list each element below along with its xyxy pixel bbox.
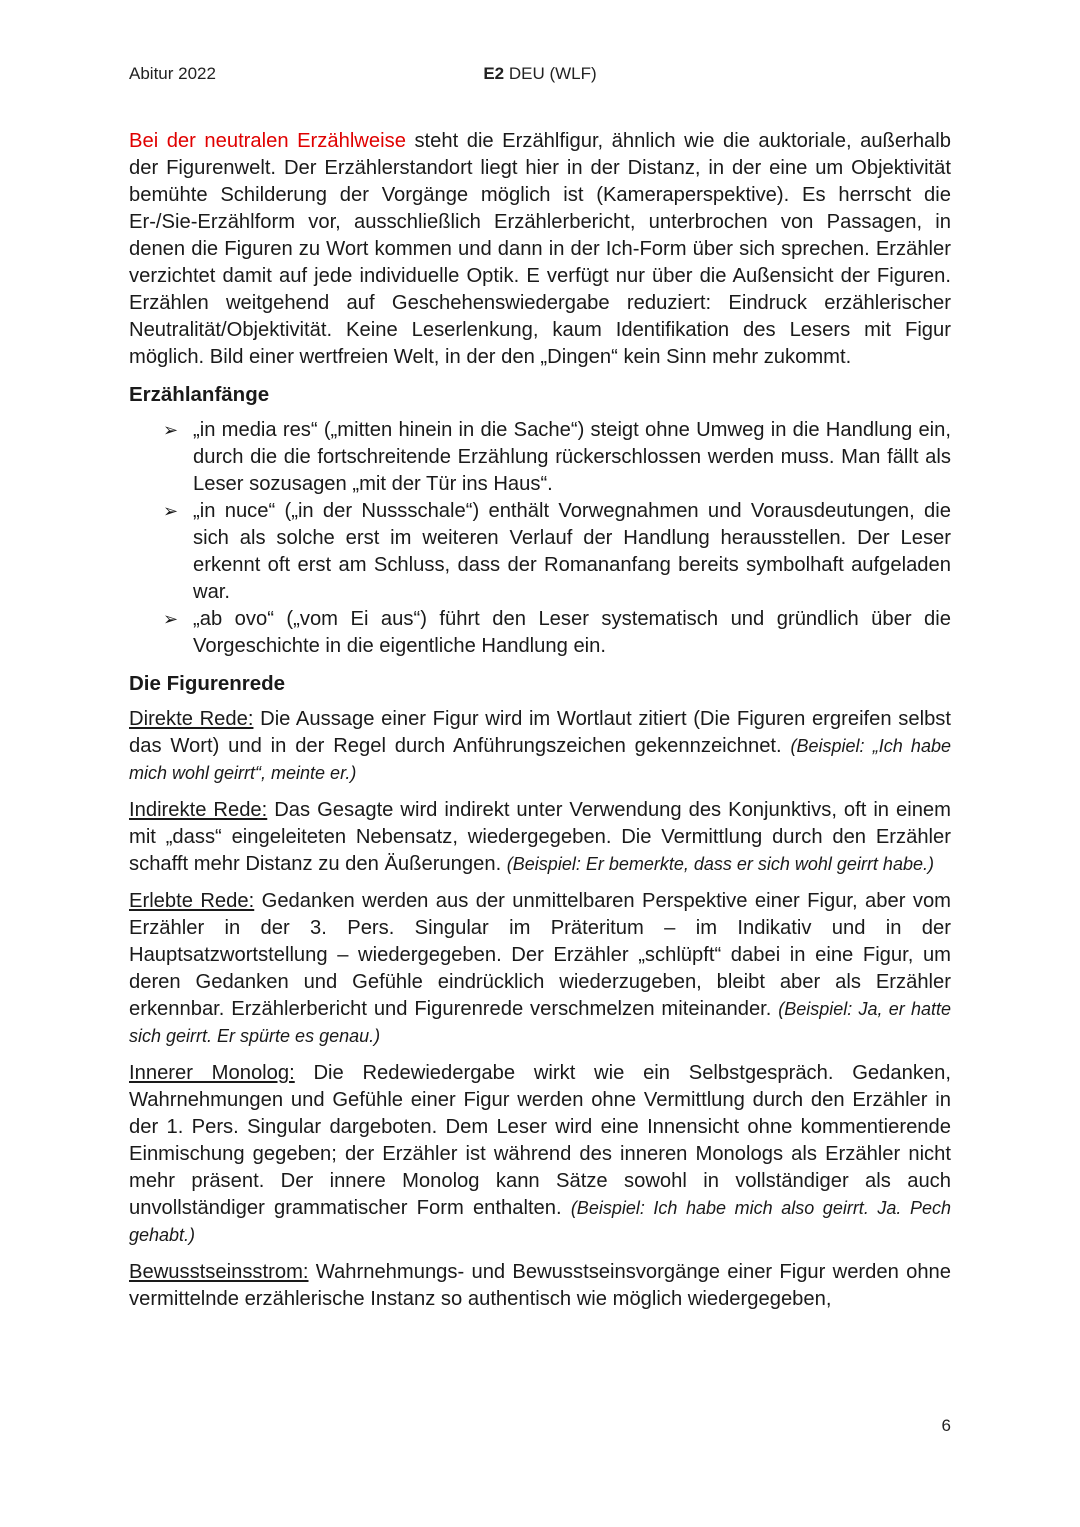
intro-paragraph [129,128,951,371]
block-text: Das Gesagte wird indirekt unter Verwendung des Konjunktivs, oft in einem mit „dass“ eingeleiteten Nebensatz, wiedergegeben. Die Vermittlung durch den Erzähler schafft mehr Distanz zu den Äußerungen. [129,799,951,875]
block-text: Gedanken werden aus der unmittelbaren Perspektive einer Figur, aber vom Erzähler in der 3. Pers. Singular im Präteritum – im Indikativ und in der Hauptsatzwortstellung – wiedergegeben. Der Erzähler „schlüpft“ dabei in eine Figur, um deren Gedanken und Gefühle eindrücklich wiederzugeben, bleibt aber als Erzähler erkennbar. Erzählerbericht und Figurenrede verschmelzen miteinander. [129,890,951,1020]
list-item-text: „ab ovo“ („vom Ei aus“) führt den Leser systematisch und gründlich über die Vorgeschichte in die eigentliche Handlung ein. [193,608,951,657]
block-example: (Beispiel: Ja, er hatte sich geirrt. Er spürte es genau.) [129,999,952,1046]
list-item [163,606,951,660]
block-example: (Beispiel: Er bemerkte, dass er sich wohl geirrt habe.) [506,854,934,874]
header-course-rest: DEU (WLF) [504,64,597,83]
page-content [129,128,951,1313]
page-number: 6 [941,1416,951,1435]
list-item [163,498,951,606]
block-text: Wahrnehmungs- und Bewusstseinsvorgänge einer Figur werden ohne vermittelnde erzählerische Instanz so authentisch wie möglich wiedergegeben, [129,1261,951,1310]
arrowhead-icon: ➢ [163,420,179,440]
list-item-text: „in nuce“ („in der Nussschale“) enthält Vorwegnahmen und Vorausdeutungen, die sich als solche erst im weiteren Verlauf der Handlung herausstellen. Der Leser erkennt oft erst am Schluss, dass der Romananfang bereits symbolhaft aufgeladen war. [193,500,951,603]
list-item-text: „in media res“ („mitten hinein in die Sache“) steigt ohne Umweg in die Handlung ein, durch die die fortschreitende Erzählung rückerschlossen werden muss. Man fällt als Leser sozusagen „mit der Tür ins Haus“. [193,419,951,495]
intro-highlight: Bei der neutralen Erzählweise [129,130,406,152]
block-example: (Beispiel: „Ich habe mich wohl geirrt“, meinte er.) [129,736,951,783]
list-item [163,417,951,498]
figurenrede-block-bewusstseinsstrom [129,1259,951,1313]
block-term: Bewusstseinsstrom: [129,1261,309,1283]
section-heading-erzaehlanfaenge: Erzählanfänge [129,383,270,406]
block-text: Die Redewiedergabe wirkt wie ein Selbstgespräch. Gedanken, Wahrnehmungen und Gefühle einer Figur werden ohne Vermittlung durch den Erzähler in der 1. Pers. Singular dargeboten. Dem Leser wird eine Innensicht ohne kommentierende Einmischung gegeben; der Erzähler ist während des inneren Monologs als Erzähler nicht mehr präsent. Der innere Monolog kann Sätze sowohl in vollständiger als auch unvollständiger grammatischer Form enthalten. [129,1062,951,1219]
header-course [129,64,951,84]
header-exam-year: Abitur 2022 [129,64,216,83]
header-course-code: E2 [483,64,505,83]
page-header [129,64,951,90]
erzaehlanfaenge-list [129,417,951,660]
block-example: (Beispiel: Ich habe mich also geirrt. Ja. Pech gehabt.) [129,1198,952,1245]
figurenrede-block-innerer-monolog [129,1060,951,1249]
figurenrede-block-erlebte-rede [129,888,951,1050]
block-text: Die Aussage einer Figur wird im Wortlaut zitiert (Die Figuren ergreifen selbst das Wort) und in der Regel durch Anführungszeichen gekennzeichnet. [129,708,952,757]
block-term: Direkte Rede: [129,708,254,730]
arrowhead-icon: ➢ [163,501,179,521]
figurenrede-block-direkte-rede [129,706,951,787]
intro-text: steht die Erzählfigur, ähnlich wie die auktoriale, außerhalb der Figurenwelt. Der Erzählerstandort liegt hier in der Distanz, in der eine um Objektivität bemühte Schilderung der Vorgänge möglich ist (Kameraperspektive). Es herrscht die Er-/Sie-Erzählform vor, ausschließlich Erzählerbericht, unterbrochen von Passagen, in denen die Figuren zu Wort kommen und dann in der Ich-Form über sich sprechen. Erzähler verzichtet damit auf jede individuelle Optik. E verfügt nur über die Außensicht der Figuren. Erzählen weitgehend auf Geschehenswiedergabe reduziert: Eindruck erzählerischer Neutralität/Objektivität. Keine Leserlenkung, kaum Identifikation des Lesers mit Figur möglich. Bild einer wertfreien Welt, in der den „Dingen“ kein Sinn mehr zukommt. [129,130,951,368]
arrowhead-icon: ➢ [163,609,179,629]
section-heading-figurenrede: Die Figurenrede [129,672,286,695]
block-term: Innerer Monolog: [129,1062,295,1084]
block-term: Indirekte Rede: [129,799,268,821]
figurenrede-block-indirekte-rede [129,797,951,878]
block-term: Erlebte Rede: [129,890,255,912]
